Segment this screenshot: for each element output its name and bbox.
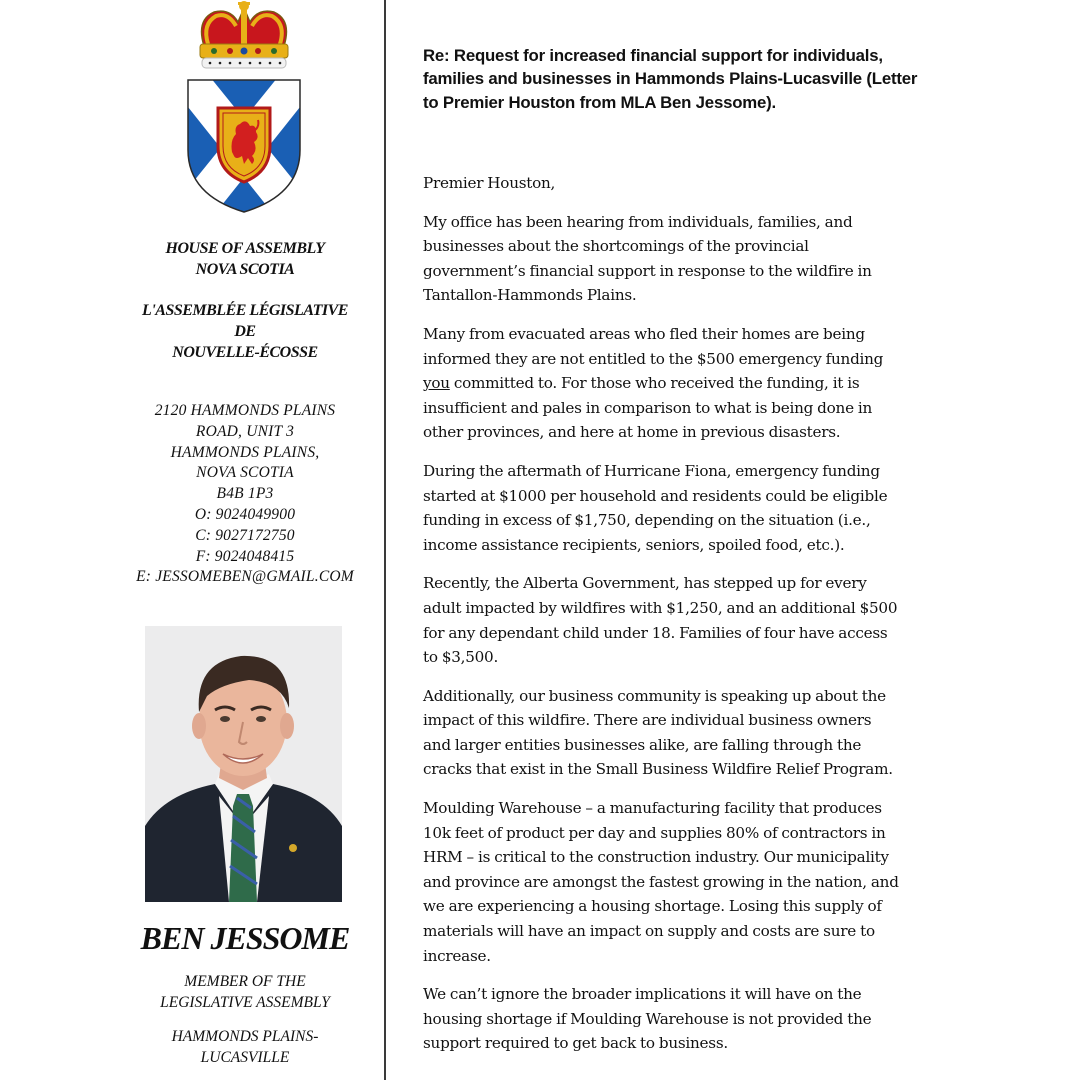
house-title-line: HOUSE OF ASSEMBLY bbox=[165, 240, 325, 257]
paragraph-line: Tantallon-Hammonds Plains. bbox=[423, 286, 637, 305]
underlined-word: you bbox=[423, 374, 450, 393]
paragraph-line: support required to get back to business. bbox=[423, 1034, 728, 1053]
paragraph-line: 10k feet of product per day and supplies 80% of contractors in bbox=[423, 823, 886, 842]
paragraph-3 bbox=[423, 459, 963, 557]
paragraph-line: materials will have an impact on supply and costs are sure to bbox=[423, 922, 875, 941]
paragraph-line: started at $1000 per household and residents could be eligible bbox=[423, 486, 888, 505]
letterhead-sidebar bbox=[100, 0, 380, 1080]
nova-scotia-crest-icon bbox=[186, 0, 302, 214]
paragraph-7 bbox=[423, 982, 963, 1056]
paragraph-line: During the aftermath of Hurricane Fiona, emergency funding bbox=[423, 461, 880, 480]
mla-riding-line: HAMMONDS PLAINS- bbox=[171, 1028, 319, 1045]
paragraph-line: adult impacted by wildfires with $1,250, and an additional $500 bbox=[423, 598, 898, 617]
subject-line: to Premier Houston from MLA Ben Jessome). bbox=[423, 92, 776, 112]
fax-number: F: 9024048415 bbox=[195, 547, 295, 565]
paragraph-line: funding in excess of $1,750, depending on the situation (i.e., bbox=[423, 511, 871, 530]
letter-subject bbox=[423, 44, 963, 114]
paragraph-line: insufficient and pales in comparison to what is being done in bbox=[423, 398, 873, 417]
paragraph-line: My office has been hearing from individuals, families, and bbox=[423, 212, 853, 231]
paragraph-line: committed to. For those who received the funding, it is bbox=[449, 374, 860, 393]
house-title-line: NOVA SCOTIA bbox=[195, 261, 295, 278]
mla-name: BEN JESSOME bbox=[140, 920, 350, 956]
subject-line: Re: Request for increased financial support for individuals, bbox=[423, 46, 883, 65]
salutation: Premier Houston, bbox=[423, 174, 556, 192]
crown-icon bbox=[200, 1, 288, 68]
address-line: HAMMONDS PLAINS, bbox=[170, 443, 320, 461]
paragraph-2 bbox=[423, 322, 963, 445]
office-address bbox=[100, 401, 390, 588]
paragraph-line: for any dependant child under 18. Families of four have access bbox=[423, 623, 888, 642]
postal-code: B4B 1P3 bbox=[216, 485, 274, 503]
paragraph-line: Additionally, our business community is speaking up about the bbox=[423, 686, 886, 705]
address-line: NOVA SCOTIA bbox=[196, 464, 294, 482]
mla-role-line: LEGISLATIVE ASSEMBLY bbox=[160, 994, 330, 1011]
paragraph-line: increase. bbox=[423, 946, 491, 965]
paragraph-line: income assistance recipients, seniors, spoiled food, etc.). bbox=[423, 535, 845, 554]
office-phone: O: 9024049900 bbox=[194, 505, 296, 523]
paragraph-line: Recently, the Alberta Government, has stepped up for every bbox=[423, 574, 867, 593]
house-of-assembly-title bbox=[100, 238, 390, 280]
paragraph-line: housing shortage if Moulding Warehouse is not provided the bbox=[423, 1009, 872, 1028]
subject-line: families and businesses in Hammonds Plains-Lucasville (Letter bbox=[423, 69, 918, 89]
paragraph-line: HRM – is critical to the construction industry. Our municipality bbox=[423, 848, 889, 867]
paragraph-line: cracks that exist in the Small Business Wildfire Relief Program. bbox=[423, 760, 893, 779]
paragraph-line: government’s financial support in response to the wildfire in bbox=[423, 261, 872, 280]
paragraph-line: we are experiencing a housing shortage. Losing this supply of bbox=[423, 897, 882, 916]
paragraph-1 bbox=[423, 210, 963, 308]
paragraph-5 bbox=[423, 684, 963, 782]
paragraph-line: We can’t ignore the broader implications it will have on the bbox=[423, 985, 862, 1004]
house-title-fr-line: DE bbox=[234, 323, 256, 340]
paragraph-line: businesses about the shortcomings of the provincial bbox=[423, 237, 809, 256]
mla-role-line: MEMBER OF THE bbox=[184, 973, 306, 990]
mla-role bbox=[100, 971, 390, 1013]
letter-content bbox=[423, 44, 963, 1053]
paragraph-6 bbox=[423, 796, 963, 968]
paragraph-line: Moulding Warehouse – a manufacturing facility that produces bbox=[423, 799, 882, 818]
mla-portrait-icon bbox=[145, 626, 342, 902]
paragraph-line: impact of this wildfire. There are individual business owners bbox=[423, 711, 872, 730]
address-line: ROAD, UNIT 3 bbox=[195, 422, 295, 440]
letter-body bbox=[423, 171, 963, 1070]
mla-riding-line: LUCASVILLE bbox=[200, 1049, 290, 1066]
paragraph-4 bbox=[423, 571, 963, 669]
paragraph-line: and province are amongst the fastest growing in the nation, and bbox=[423, 872, 899, 891]
paragraph-line: Many from evacuated areas who fled their homes are being bbox=[423, 324, 865, 343]
house-title-fr-line: NOUVELLE-ÉCOSSE bbox=[172, 344, 318, 361]
mla-portrait bbox=[145, 626, 342, 902]
email-address: E: JESSOMEBEN@GMAIL.COM bbox=[136, 568, 354, 586]
paragraph-line: to $3,500. bbox=[423, 648, 499, 667]
shield-icon bbox=[186, 72, 302, 214]
paragraph-line: informed they are not entitled to the $500 emergency funding bbox=[423, 349, 884, 368]
cell-phone: C: 9027172750 bbox=[195, 526, 295, 544]
address-line: 2120 HAMMONDS PLAINS bbox=[154, 402, 336, 419]
house-of-assembly-title-fr bbox=[100, 300, 390, 363]
paragraph-line: other provinces, and here at home in previous disasters. bbox=[423, 423, 841, 442]
house-title-fr-line: L'ASSEMBLÉE LÉGISLATIVE bbox=[142, 302, 348, 319]
mla-riding bbox=[100, 1026, 390, 1068]
paragraph-line: and larger entities businesses alike, are falling through the bbox=[423, 735, 862, 754]
